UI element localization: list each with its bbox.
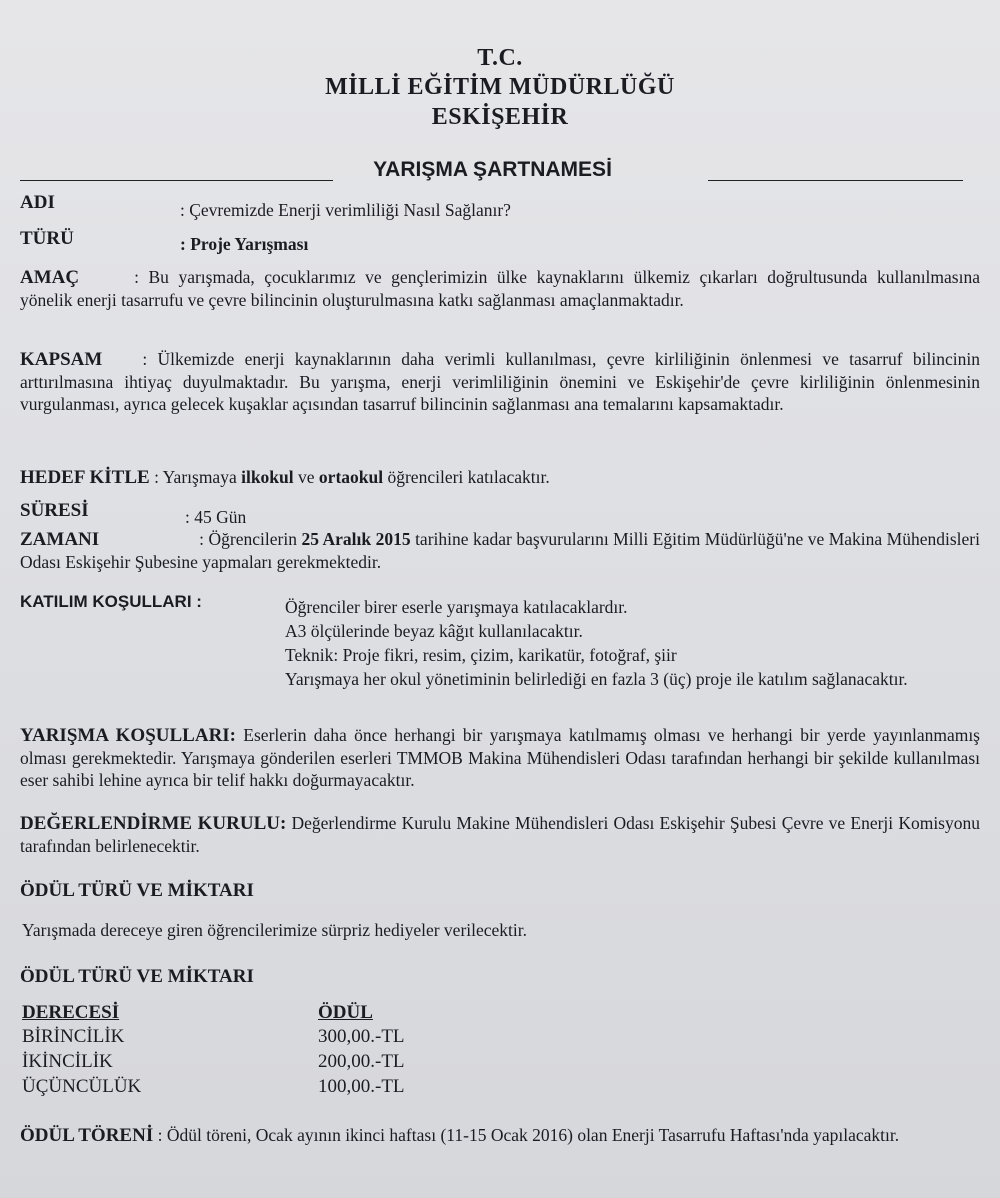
turu-label: TÜRÜ	[20, 228, 74, 249]
hedef-paragraph	[20, 466, 980, 489]
hedef-ilkokul: ilkokul	[241, 467, 294, 487]
header-tc: T.C.	[477, 45, 523, 71]
yarisma-paragraph	[20, 724, 980, 791]
zamani-paragraph	[20, 528, 980, 573]
turu-value: : Proje Yarışması	[180, 234, 309, 254]
hedef-ortaokul: ortaokul	[318, 467, 384, 487]
hedef-pre: : Yarışmaya	[154, 467, 242, 487]
prize-1: 300,00.-TL	[318, 1026, 405, 1047]
doc-title: YARIŞMA ŞARTNAMESİ	[373, 158, 612, 181]
odul1-text: Yarışmada dereceye giren öğrencilerimize sürpriz hediyeler verilecektir.	[22, 920, 528, 940]
col-header-rank: DERECESİ	[22, 1002, 120, 1023]
katilim-item-1: Öğrenciler birer eserle yarışmaya katılacaklardır.	[285, 597, 628, 617]
katilim-item-3: Teknik: Proje fikri, resim, çizim, karikatür, fotoğraf, şiir	[285, 645, 677, 665]
amac-text: : Bu yarışmada, çocuklarımız ve gençlerimizin ülke kaynaklarını ülkemiz çıkarları doğrultusunda kullanılmasına yönelik enerji tasarrufu ve çevre bilincinin oluşturulmasına katkı sağlanması amaçlanmaktadır.	[20, 267, 980, 310]
katilim-label: KATILIM KOŞULLARI :	[20, 592, 202, 611]
hedef-label: HEDEF KİTLE	[20, 467, 150, 488]
kurul-label: DEĞERLENDİRME KURULU:	[20, 813, 287, 834]
kurul-text: Değerlendirme Kurulu Makine Mühendisleri Odası Eskişehir Şubesi Çevre ve Enerji Komisyonu tarafından belirlenecektir.	[20, 813, 980, 856]
odul2-heading: ÖDÜL TÜRÜ VE MİKTARI	[20, 966, 254, 987]
yarisma-text: Eserlerin daha önce herhangi bir yarışmaya katılmamış olması ve herhangi bir yerde yayınlanmamış olması gerekmektedir. Yarışmaya gönderilen eserleri TMMOB Makina Mühendisleri Odası tarafından herhangi bir şekilde kullanılması eser sahibi lehine ayrıca bir telif hakkı doğurmayacaktır.	[20, 725, 980, 790]
adi-label: ADI	[20, 192, 55, 213]
toren-text: : Ödül töreni, Ocak ayının ikinci haftası (11-15 Ocak 2016) olan Enerji Tasarrufu Haftası'nda yapılacaktır.	[153, 1125, 900, 1145]
suresi-label: SÜRESİ	[20, 500, 89, 521]
rank-2: İKİNCİLİK	[22, 1051, 113, 1072]
title-row	[20, 158, 965, 188]
toren-label: ÖDÜL TÖRENİ	[20, 1125, 154, 1146]
header-city: ESKİŞEHİR	[431, 104, 569, 130]
zamani-label: ZAMANI	[20, 529, 100, 550]
toren-paragraph	[20, 1124, 980, 1147]
header-ministry: MİLLİ EĞİTİM MÜDÜRLÜĞÜ	[325, 74, 675, 100]
prize-3: 100,00.-TL	[318, 1076, 405, 1097]
hedef-mid: ve	[293, 467, 319, 487]
katilim-item-4: Yarışmaya her okul yönetiminin belirlediği en fazla 3 (üç) proje ile katılım sağlanacaktır.	[285, 669, 908, 689]
kapsam-label: KAPSAM	[20, 349, 103, 370]
rank-3: ÜÇÜNCÜLÜK	[22, 1076, 142, 1097]
katilim-item-2: A3 ölçülerinde beyaz kâğıt kullanılacaktır.	[285, 621, 583, 641]
prize-2: 200,00.-TL	[318, 1051, 405, 1072]
amac-label: AMAÇ	[20, 267, 80, 288]
rank-1: BİRİNCİLİK	[22, 1026, 125, 1047]
col-header-prize: ÖDÜL	[318, 1002, 373, 1023]
suresi-value: : 45 Gün	[185, 507, 247, 527]
kapsam-paragraph	[20, 348, 980, 415]
zamani-date: 25 Aralık 2015	[301, 529, 411, 549]
odul1-heading: ÖDÜL TÜRÜ VE MİKTARI	[20, 880, 254, 901]
yarisma-label: YARIŞMA KOŞULLARI:	[20, 725, 237, 746]
kurul-paragraph	[20, 812, 980, 857]
adi-value: : Çevremizde Enerji verimliliği Nasıl Sağlanır?	[180, 200, 511, 220]
zamani-pre: : Öğrencilerin	[199, 529, 302, 549]
zamani-post: tarihine kadar başvurularını Milli Eğitim Müdürlüğü'ne ve Makina Mühendisleri Odası Eskişehir Şubesine yapmaları gerekmektedir.	[20, 529, 980, 572]
hedef-post: öğrencileri katılacaktır.	[383, 467, 550, 487]
amac-paragraph	[20, 266, 980, 311]
kapsam-text: : Ülkemizde enerji kaynaklarının daha verimli kullanılması, çevre kirliliğinin önlenmesi ve tasarruf bilincinin arttırılmasına ihtiyaç duyulmaktadır. Bu yarışma, enerji verimliliğinin önemini ve Eskişehir'de çevre kirliliğinin önlenmesinin vurgulanması, ayrıca gelecek kuşaklar açısından tasarruf bilincinin sağlanması ana temalarını kapsamaktadır.	[20, 349, 980, 414]
